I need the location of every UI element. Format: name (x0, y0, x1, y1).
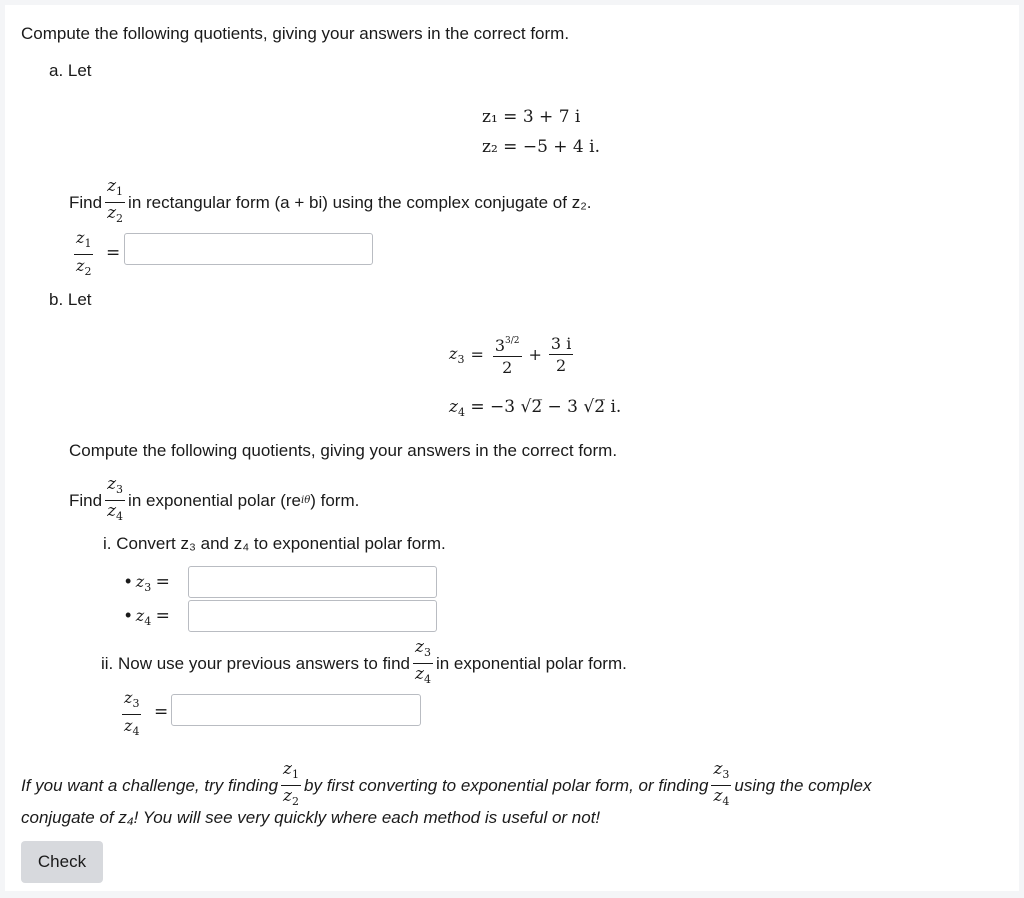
intro-text: Compute the following quotients, giving your answers in the correct form. (21, 24, 570, 43)
step-i-text: i. Convert z₃ and z₄ to exponential polar form. (103, 534, 446, 553)
answer-a-lhs-fraction: $\frac{z_1}{z_2}$ (76, 228, 92, 278)
part-a-instruction: in rectangular form (a + bi) using the complex conjugate of z₂. (128, 192, 592, 212)
answer-b-lhs-fraction: $\frac{z_3}{z_4}$ (124, 688, 140, 738)
equals-sign-b: = (154, 702, 169, 722)
challenge-text-4: conjugate of z₄! You will see very quickly where each method is useful or not! (21, 808, 601, 827)
check-button[interactable]: Check (21, 841, 103, 883)
step-ii-line (101, 639, 627, 688)
part-b-intro: Compute the following quotients, giving your answers in the correct form. (69, 441, 618, 460)
z2-definition: z₂ = −5 + 4 i. (482, 137, 600, 157)
z3-over-z4-fraction-ii: $\frac{z_3}{z_4}$ (414, 637, 431, 686)
part-b-instruction: in exponential polar (re (128, 490, 301, 510)
z1-over-z2-fraction: $\frac{z_1}{z_2}$ (107, 176, 124, 225)
challenge-line-1 (21, 761, 871, 810)
part-a-label: a. Let (49, 61, 92, 80)
answer-b-input[interactable] (171, 694, 421, 726)
exponent-i-theta: iθ (301, 494, 311, 506)
z3-definition: $z_3$ = $\frac{3^{3/2}}{2}$ + $\frac{3 i}{2}$ (449, 334, 572, 377)
answer-a-input[interactable] (124, 233, 373, 265)
z4-bullet: • $z_4$ = (125, 605, 170, 628)
z4-polar-input[interactable] (188, 600, 437, 632)
equals-sign: = (106, 243, 121, 263)
challenge-z3-z4-fraction: $\frac{z_3}{z_4}$ (713, 759, 730, 808)
part-b-label: b. Let (49, 290, 92, 309)
challenge-text-2: by first converting to exponential polar form, or finding (304, 775, 709, 795)
z1-definition: z₁ = 3 + 7 i (482, 107, 581, 127)
z3-bullet: • $z_3$ = (125, 571, 170, 594)
question-card (5, 5, 1019, 891)
find-label: Find (69, 192, 103, 212)
part-b-instruction-end: ) form. (310, 490, 360, 510)
challenge-z1-z2-fraction: $\frac{z_1}{z_2}$ (283, 759, 300, 808)
z3-polar-input[interactable] (188, 566, 437, 598)
z3-over-z4-fraction: $\frac{z_3}{z_4}$ (107, 474, 124, 523)
step-ii-pre: ii. Now use your previous answers to find (101, 653, 410, 673)
part-b-find-line (69, 476, 359, 525)
part-a-find-line (69, 178, 592, 227)
find-label-b: Find (69, 490, 103, 510)
step-ii-post: in exponential polar form. (435, 653, 627, 673)
challenge-text-3: using the complex (734, 775, 872, 795)
z4-definition: $z_4 = -3$ √2̅ − 3 √2̅ i. (449, 397, 622, 419)
challenge-text-1: If you want a challenge, try finding (21, 775, 279, 795)
